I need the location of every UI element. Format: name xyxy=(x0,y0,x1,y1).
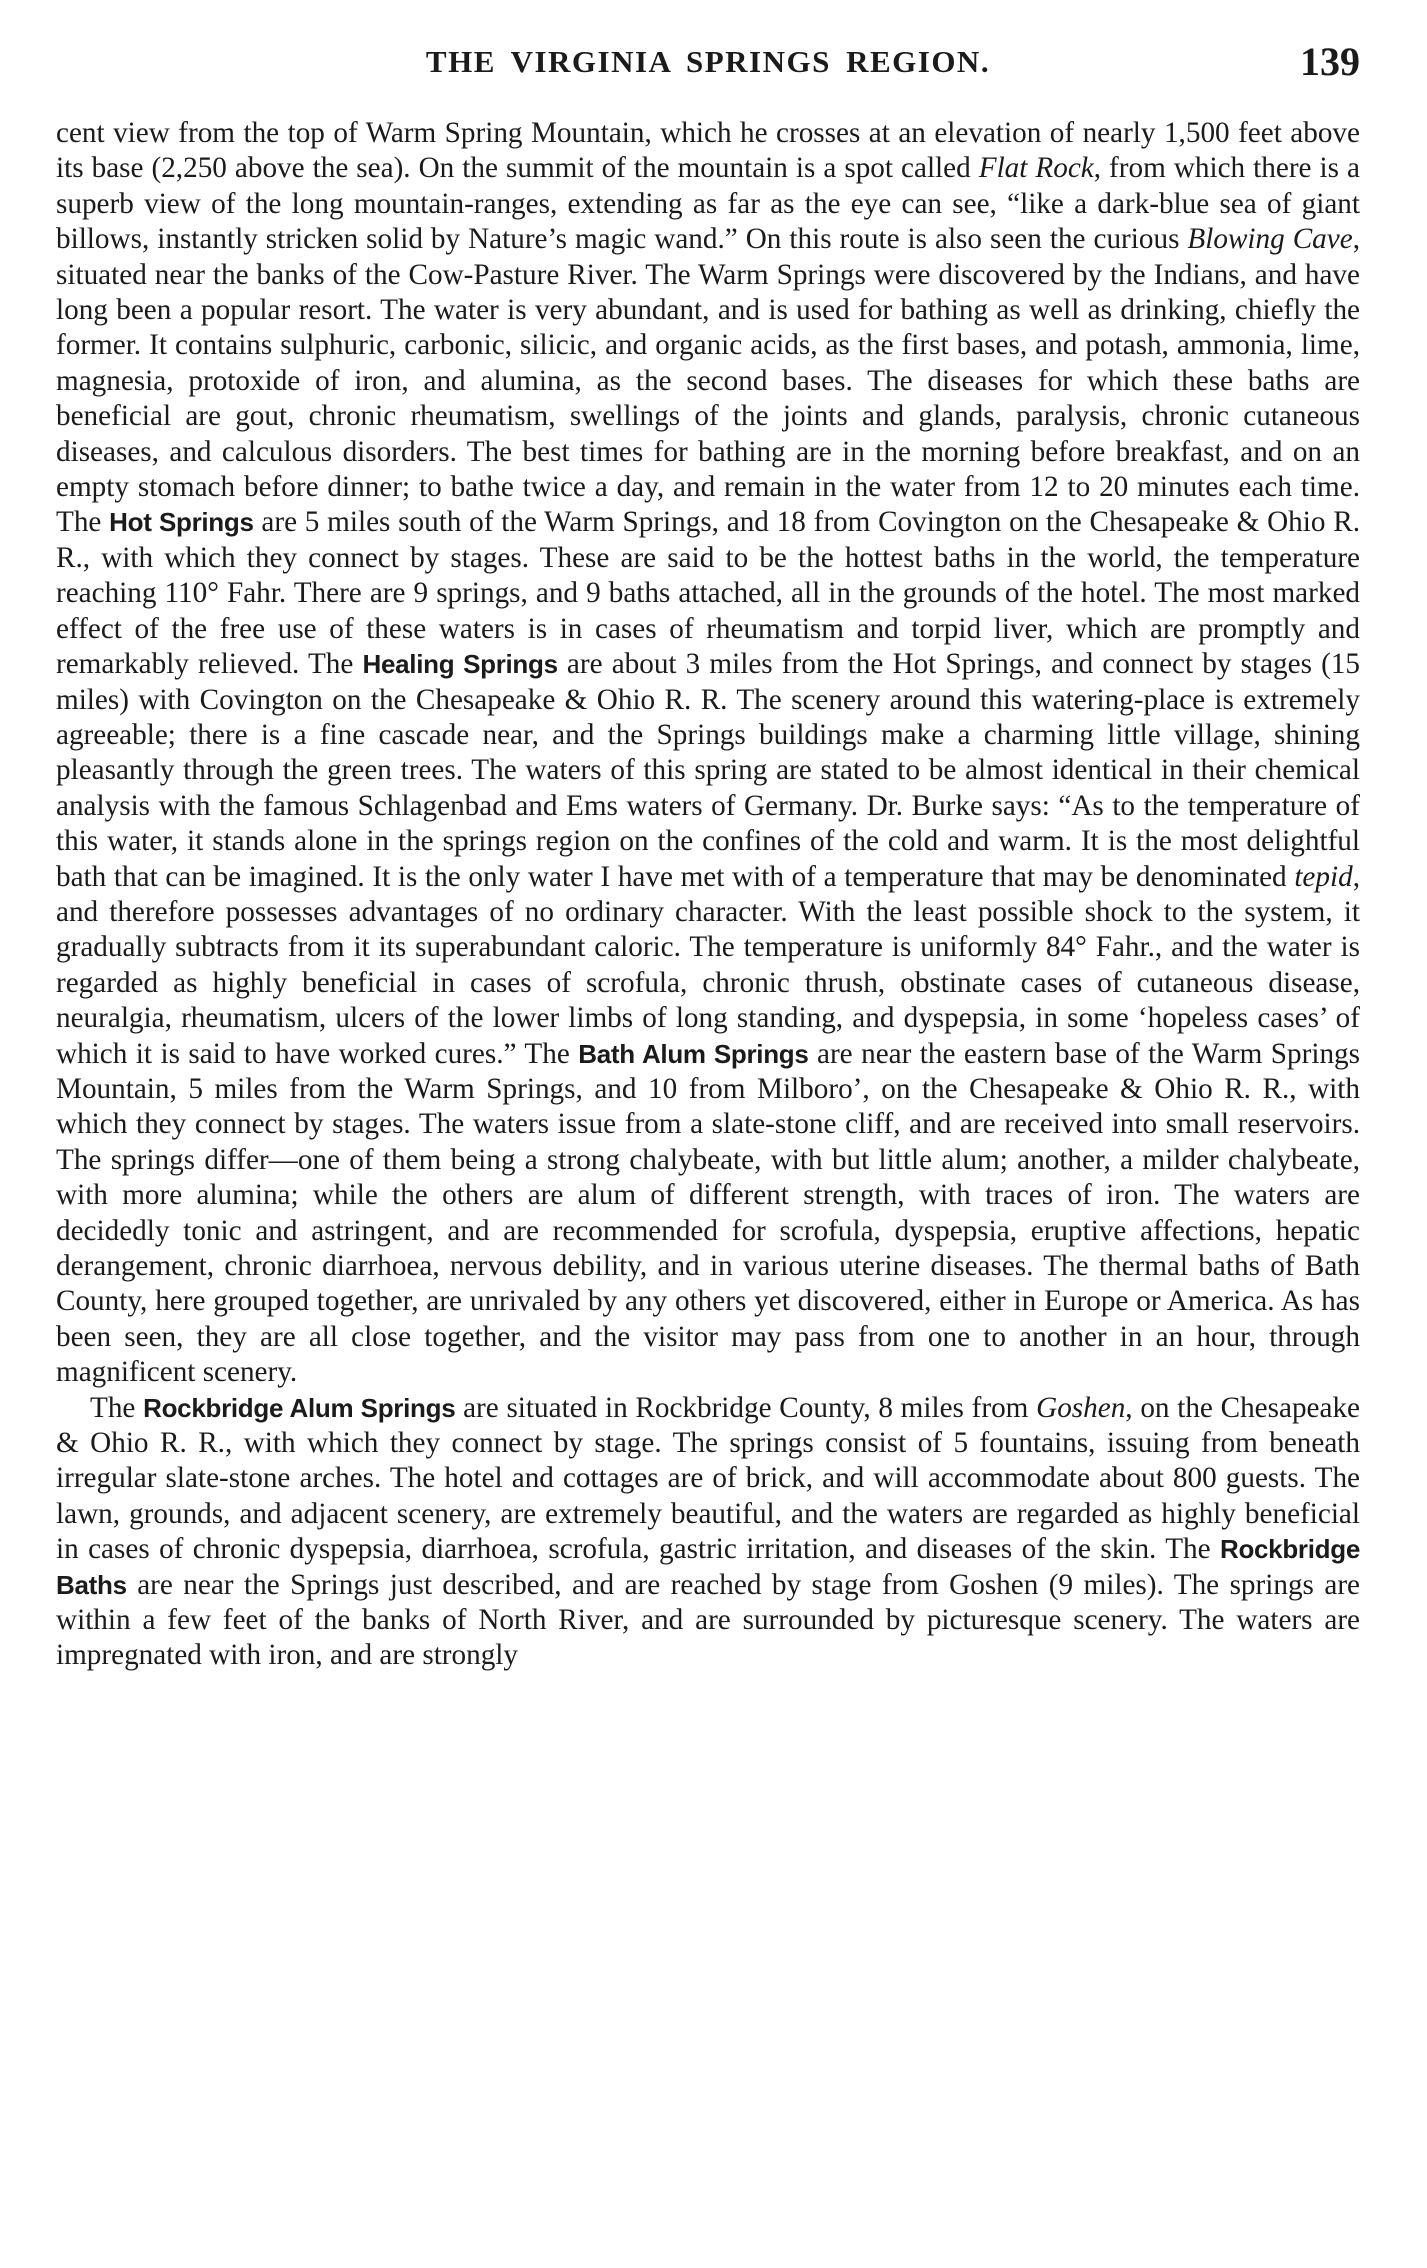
place-name-blowing-cave: Blowing Cave xyxy=(1187,223,1353,256)
page-header xyxy=(56,38,1360,94)
text-run: The xyxy=(90,1391,144,1424)
text-run: are 5 miles south of the Warm Springs, and 18 from Covington on the Chesapeake & Ohio R. R., with which they connect by stages. These are said to be the hottest baths in the world, the temperature reaching 110° Fahr. There are 9 springs, and 9 baths attached, all in the grounds of the hotel. The most marked effect of the free use of these waters is in cases of rheumatism and torpid liver, which are promptly and remarkably relieved. The xyxy=(56,506,1360,681)
text-run: , on the Chesapeake & Ohio R. R., with which they connect by stage. The springs consist of 5 fountains, issuing from beneath irregular slate-stone arches. The hotel and cottages are of brick, and will accommodate about 800 guests. The lawn, grounds, and adjacent scenery, are extremely beautiful, and the waters are regarded as highly beneficial in cases of chronic dyspepsia, diarrhoea, scrofula, gastric irritation, and diseases of the skin. The xyxy=(56,1391,1360,1566)
heading-healing-springs: Healing Springs xyxy=(362,649,558,680)
paragraph-rockbridge xyxy=(56,1391,1360,1674)
heading-rockbridge-alum-springs: Rockbridge Alum Springs xyxy=(143,1392,456,1423)
heading-bath-alum-springs: Bath Alum Springs xyxy=(578,1038,809,1069)
emphasis-tepid: tepid xyxy=(1294,860,1353,893)
book-page xyxy=(56,38,1360,1674)
text-run: are near the Springs just described, and are reached by stage from Goshen (9 miles). The springs are within a few feet of the banks of North River, and are surrounded by picturesque scenery. The waters are impregnated with iron, and are strongly xyxy=(56,1568,1360,1672)
running-title: THE VIRGINIA SPRINGS REGION. xyxy=(425,44,991,79)
place-name-flat-rock: Flat Rock xyxy=(978,152,1094,185)
text-run: are near the eastern base of the Warm Springs Mountain, 5 miles from the Warm Springs, and 10 from Milboro’, on the Chesapeake & Ohio R. R., with which they connect by stages. The waters issue from a slate-stone cliff, and are received into small reservoirs. The springs differ—one of them being a strong chalybeate, with but little alum; another, a milder chalybeate, with more alumina; while the others are alum of different strength, with traces of iron. The waters are decidedly tonic and astringent, and are recommended for scrofula, dyspepsia, eruptive affections, hepatic derangement, chronic diarrhoea, nervous debility, and in various uterine diseases. The thermal baths of Bath County, here grouped together, are unrivaled by any others yet discovered, either in Europe or America. As has been seen, they are all close together, and the visitor may pass from one to another in an hour, through magnificent scenery. xyxy=(56,1037,1360,1389)
page-number: 139 xyxy=(1300,39,1360,84)
text-run: , from which there is a superb view of the long mountain-ranges, extending as far as the eye can see, “like a dark-blue sea of giant billows, instantly stricken solid by Nature’s magic wand.” On this route is also seen the curious xyxy=(56,152,1360,256)
text-run: , situated near the banks of the Cow-Pasture River. The Warm Springs were discovered by the Indians, and have long been a popular resort. The water is very abundant, and is used for bathing as well as drinking, chiefly the former. It contains sulphuric, carbonic, silicic, and organic acids, as the first bases, and potash, ammonia, lime, magnesia, protoxide of iron, and alumina, as the second bases. The diseases for which these baths are beneficial are gout, chronic rheumatism, swellings of the joints and glands, paralysis, chronic cutaneous diseases, and calculous disorders. The best times for bathing are in the morning before breakfast, and on an empty stomach before dinner; to bathe twice a day, and remain in the water from 12 to 20 minutes each time. The xyxy=(56,223,1360,539)
text-run: cent view from the top of Warm Spring Mountain, which he crosses at an elevation of nearly 1,500 feet above its base (2,250 above the sea). On the summit of the mountain is a spot called xyxy=(56,117,1360,185)
paragraph-warm-springs xyxy=(56,116,1360,1391)
heading-hot-springs: Hot Springs xyxy=(109,507,254,538)
heading-rockbridge-baths: Rockbridge Baths xyxy=(56,1534,1360,1600)
text-run: are about 3 miles from the Hot Springs, and connect by stages (15 miles) with Covington on the Chesapeake & Ohio R. R. The scenery around this watering-place is extremely agreeable; there is a fine cascade near, and the Springs buildings make a charming little village, shining pleasantly through the green trees. The waters of this spring are stated to be almost identical in their chemical analysis with the famous Schlagenbad and Ems waters of Germany. Dr. Burke says: “As to the temperature of this water, it stands alone in the springs region on the confines of the cold and warm. It is the most delightful bath that can be imagined. It is the only water I have met with of a temperature that may be denominated xyxy=(56,648,1360,893)
text-run: , and therefore possesses advantages of no ordinary character. With the least possible shock to the system, it gradually subtracts from it its superabundant caloric. The temperature is uniformly 84° Fahr., and the water is regarded as highly beneficial in cases of scrofula, chronic thrush, obstinate cases of cutaneous disease, neuralgia, rheumatism, ulcers of the lower limbs of long standing, and dyspepsia, in some ‘hopeless cases’ of which it is said to have worked cures.” The xyxy=(56,860,1360,1070)
text-run: are situated in Rockbridge County, 8 miles from xyxy=(455,1391,1037,1424)
place-name-goshen: Goshen xyxy=(1036,1391,1126,1424)
